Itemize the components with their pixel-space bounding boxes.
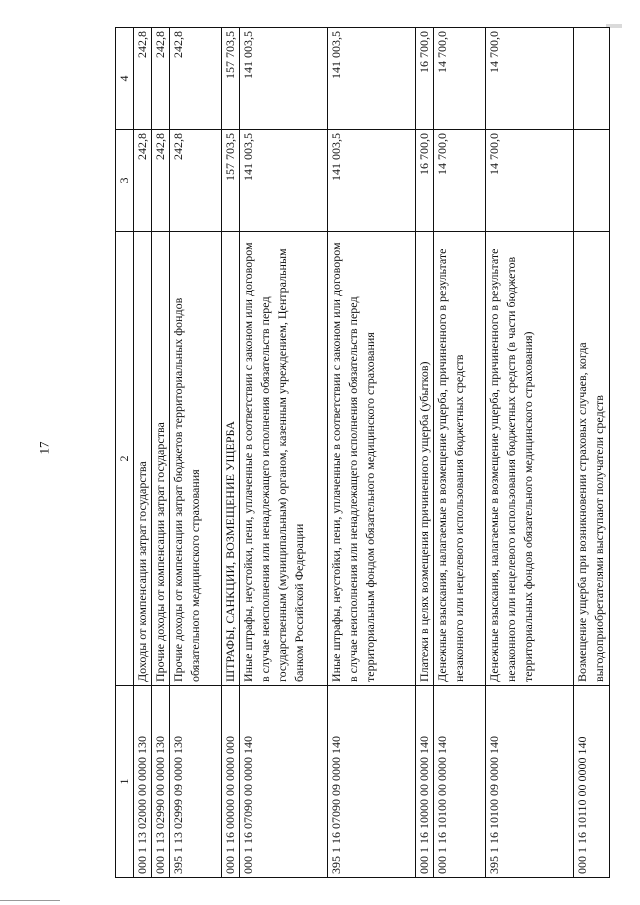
- row-name: ШТРАФЫ, САНКЦИИ, ВОЗМЕЩЕНИЕ УЩЕРБА: [222, 232, 240, 686]
- column-header-3: 3: [116, 130, 134, 232]
- row-name: Возмещение ущерба при возникновении страховых случаев, когда выгодоприобретателями выступают получатели средств: [574, 232, 610, 686]
- column-header-1: 1: [116, 686, 134, 878]
- header-row: [116, 28, 134, 878]
- row-value-3: 242,8: [134, 130, 152, 232]
- row-value-3: 16 700,0: [416, 130, 434, 232]
- column-header-4: 4: [116, 28, 134, 130]
- row-value-3: 242,8: [170, 130, 222, 232]
- row-code: 000 1 16 10100 00 0000 140: [434, 686, 486, 878]
- table-row: [240, 28, 328, 878]
- row-value-4: 14 700,0: [434, 28, 486, 130]
- table-row: [486, 28, 574, 878]
- row-value-3: [574, 130, 610, 232]
- row-value-4: [574, 28, 610, 130]
- rotated-table-container: [115, 28, 606, 878]
- row-value-3: 14 700,0: [486, 130, 574, 232]
- row-value-3: 14 700,0: [434, 130, 486, 232]
- row-name: Иные штрафы, неустойки, пени, уплаченные в соответствии с законом или договором в случае неисполнения или ненадлежащего исполнения обязательств перед территориальным фондом обязательного медицинского страхования: [328, 232, 416, 686]
- table-row: [328, 28, 416, 878]
- row-value-4: 242,8: [170, 28, 222, 130]
- row-name: Денежные взыскания, налагаемые в возмещение ущерба, причиненного в результате незаконного или нецелевого использования бюджетных средств (в части бюджетов территориальных фондов обязательного медицинского страхования): [486, 232, 574, 686]
- row-value-3: 242,8: [152, 130, 170, 232]
- row-name: Денежные взыскания, налагаемые в возмещение ущерба, причиненного в результате незаконного или нецелевого использования бюджетных средств: [434, 232, 486, 686]
- row-value-4: 141 003,5: [240, 28, 328, 130]
- row-name: Доходы от компенсации затрат государства: [134, 232, 152, 686]
- row-code: 000 1 16 00000 00 0000 000: [222, 686, 240, 878]
- row-code: 000 1 13 02990 00 0000 130: [152, 686, 170, 878]
- row-code: 395 1 16 10100 09 0000 140: [486, 686, 574, 878]
- table-row: [170, 28, 222, 878]
- table-row: [574, 28, 610, 878]
- row-value-3: 141 003,5: [328, 130, 416, 232]
- table-row: [416, 28, 434, 878]
- row-value-4: 14 700,0: [486, 28, 574, 130]
- table-row: [434, 28, 486, 878]
- table-row: [152, 28, 170, 878]
- row-value-4: 141 003,5: [328, 28, 416, 130]
- row-value-4: 242,8: [134, 28, 152, 130]
- row-value-3: 141 003,5: [240, 130, 328, 232]
- row-value-3: 157 703,5: [222, 130, 240, 232]
- column-header-2: 2: [116, 232, 134, 686]
- row-value-4: 16 700,0: [416, 28, 434, 130]
- row-code: 395 1 16 07090 09 0000 140: [328, 686, 416, 878]
- row-name: Прочие доходы от компенсации затрат бюджетов территориальных фондов обязательного медицинского страхования: [170, 232, 222, 686]
- page-number: 17: [36, 441, 52, 455]
- footer-line: [0, 900, 60, 901]
- budget-revenue-table: [115, 27, 610, 878]
- row-value-4: 242,8: [152, 28, 170, 130]
- row-name: Прочие доходы от компенсации затрат государства: [152, 232, 170, 686]
- row-value-4: 157 703,5: [222, 28, 240, 130]
- table-row: [222, 28, 240, 878]
- table-row: [134, 28, 152, 878]
- row-code: 000 1 13 02000 00 0000 130: [134, 686, 152, 878]
- row-name: Иные штрафы, неустойки, пени, уплаченные в соответствии с законом или договором в случае неисполнения или ненадлежащего исполнения обязательств перед государственным (муниципальным) органом, казенным учреждением, Центральным банком Российской Федерации: [240, 232, 328, 686]
- row-code: 000 1 16 10110 00 0000 140: [574, 686, 610, 878]
- row-code: 000 1 16 10000 00 0000 140: [416, 686, 434, 878]
- row-code: 000 1 16 07090 00 0000 140: [240, 686, 328, 878]
- row-name: Платежи в целях возмещения причиненного ущерба (убытков): [416, 232, 434, 686]
- row-code: 395 1 13 02999 09 0000 130: [170, 686, 222, 878]
